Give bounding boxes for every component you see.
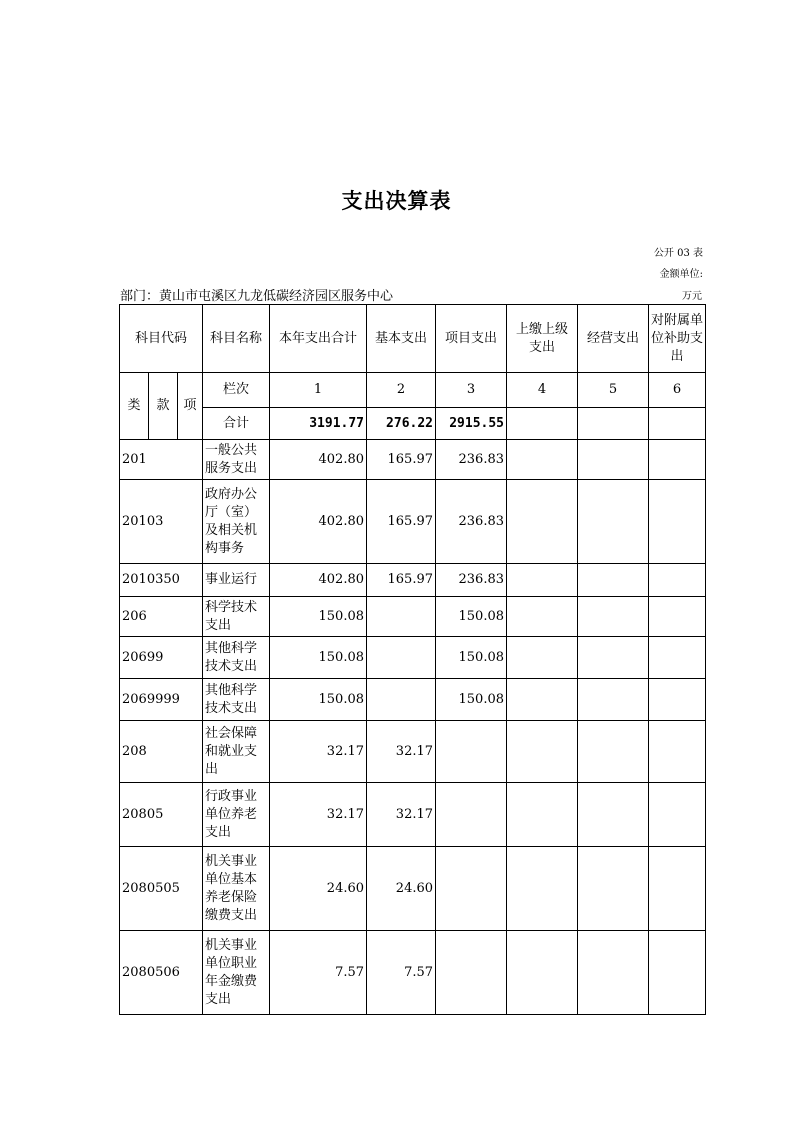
row-upper [507, 721, 578, 783]
row-code: 20103 [120, 480, 203, 564]
row-upper [507, 597, 578, 637]
row-basic: 24.60 [367, 847, 436, 931]
row-total: 24.60 [270, 847, 367, 931]
row-code: 2080506 [120, 931, 203, 1015]
row-subsidiary [649, 783, 706, 847]
row-subsidiary [649, 480, 706, 564]
summary-subsidiary [649, 408, 706, 440]
header-business: 经营支出 [578, 305, 649, 373]
expenditure-table [119, 304, 706, 1015]
summary-total: 3191.77 [270, 408, 367, 440]
row-upper [507, 847, 578, 931]
row-project [436, 783, 507, 847]
row-upper [507, 783, 578, 847]
row-total: 402.80 [270, 564, 367, 597]
row-total: 32.17 [270, 783, 367, 847]
col-index-3: 3 [436, 373, 507, 408]
row-project: 236.83 [436, 564, 507, 597]
row-name: 政府办公厅（室）及相关机构事务 [203, 480, 270, 564]
row-business [578, 931, 649, 1015]
row-project: 150.08 [436, 597, 507, 637]
amount-unit-value: 万元 [682, 291, 702, 302]
row-upper [507, 440, 578, 480]
row-upper [507, 480, 578, 564]
row-business [578, 721, 649, 783]
col-index-1: 1 [270, 373, 367, 408]
row-subsidiary [649, 847, 706, 931]
row-total: 150.08 [270, 637, 367, 679]
row-basic [367, 637, 436, 679]
row-basic: 165.97 [367, 564, 436, 597]
row-upper [507, 679, 578, 721]
row-project [436, 931, 507, 1015]
row-business [578, 847, 649, 931]
row-upper [507, 637, 578, 679]
summary-basic: 276.22 [367, 408, 436, 440]
row-business [578, 440, 649, 480]
header-subsidiary: 对附属单位补助支出 [649, 305, 706, 373]
row-basic: 32.17 [367, 721, 436, 783]
row-name: 其他科学技术支出 [203, 637, 270, 679]
row-total: 402.80 [270, 480, 367, 564]
row-business [578, 480, 649, 564]
row-total: 150.08 [270, 679, 367, 721]
row-basic: 7.57 [367, 931, 436, 1015]
row-project: 236.83 [436, 480, 507, 564]
summary-project: 2915.55 [436, 408, 507, 440]
row-subsidiary [649, 637, 706, 679]
row-basic: 165.97 [367, 440, 436, 480]
row-project: 236.83 [436, 440, 507, 480]
row-name: 其他科学技术支出 [203, 679, 270, 721]
row-basic: 32.17 [367, 783, 436, 847]
row-subsidiary [649, 564, 706, 597]
table-row [120, 847, 706, 931]
row-code: 2080505 [120, 847, 203, 931]
row-subsidiary [649, 721, 706, 783]
table-row [120, 931, 706, 1015]
table-row [120, 440, 706, 480]
row-code: 201 [120, 440, 203, 480]
amount-unit-label: 金额单位: [659, 269, 703, 280]
table-row [120, 679, 706, 721]
col-index-6: 6 [649, 373, 706, 408]
header-project: 项目支出 [436, 305, 507, 373]
row-name: 社会保障和就业支出 [203, 721, 270, 783]
row-total: 32.17 [270, 721, 367, 783]
col-index-5: 5 [578, 373, 649, 408]
summary-upper [507, 408, 578, 440]
header-name: 科目名称 [203, 305, 270, 373]
row-name: 一般公共服务支出 [203, 440, 270, 480]
row-basic [367, 679, 436, 721]
row-project: 150.08 [436, 637, 507, 679]
row-total: 150.08 [270, 597, 367, 637]
row-name: 行政事业单位养老支出 [203, 783, 270, 847]
row-business [578, 564, 649, 597]
row-code: 2010350 [120, 564, 203, 597]
table-row [120, 564, 706, 597]
row-code: 208 [120, 721, 203, 783]
row-code: 20805 [120, 783, 203, 847]
row-total: 402.80 [270, 440, 367, 480]
summary-label: 合计 [203, 408, 270, 440]
row-subsidiary [649, 597, 706, 637]
table-row [120, 597, 706, 637]
row-subsidiary [649, 679, 706, 721]
header-basic: 基本支出 [367, 305, 436, 373]
department-label: 部门：黄山市屯溪区九龙低碳经济园区服务中心 [120, 289, 394, 304]
row-project [436, 721, 507, 783]
row-subsidiary [649, 440, 706, 480]
row-upper [507, 931, 578, 1015]
col-index-2: 2 [367, 373, 436, 408]
row-subsidiary [649, 931, 706, 1015]
row-code: 2069999 [120, 679, 203, 721]
row-code: 206 [120, 597, 203, 637]
table-row [120, 783, 706, 847]
row-upper [507, 564, 578, 597]
summary-business [578, 408, 649, 440]
row-basic: 165.97 [367, 480, 436, 564]
table-row [120, 480, 706, 564]
row-project: 150.08 [436, 679, 507, 721]
row-name: 机关事业单位职业年金缴费支出 [203, 931, 270, 1015]
row-business [578, 637, 649, 679]
row-business [578, 597, 649, 637]
row-name: 科学技术支出 [203, 597, 270, 637]
row-code: 20699 [120, 637, 203, 679]
header-lei: 类 [120, 373, 149, 440]
row-name: 事业运行 [203, 564, 270, 597]
header-xiang: 项 [178, 373, 203, 440]
row-total: 7.57 [270, 931, 367, 1015]
header-lanci: 栏次 [203, 373, 270, 408]
row-business [578, 679, 649, 721]
header-total: 本年支出合计 [270, 305, 367, 373]
row-basic [367, 597, 436, 637]
table-row [120, 721, 706, 783]
col-index-4: 4 [507, 373, 578, 408]
header-code: 科目代码 [120, 305, 203, 373]
form-number: 公开 03 表 [653, 248, 703, 259]
header-upper: 上缴上级支出 [507, 305, 578, 373]
table-row [120, 637, 706, 679]
row-project [436, 847, 507, 931]
row-name: 机关事业单位基本养老保险缴费支出 [203, 847, 270, 931]
row-business [578, 783, 649, 847]
header-kuan: 款 [149, 373, 178, 440]
page-title: 支出决算表 [341, 189, 452, 213]
